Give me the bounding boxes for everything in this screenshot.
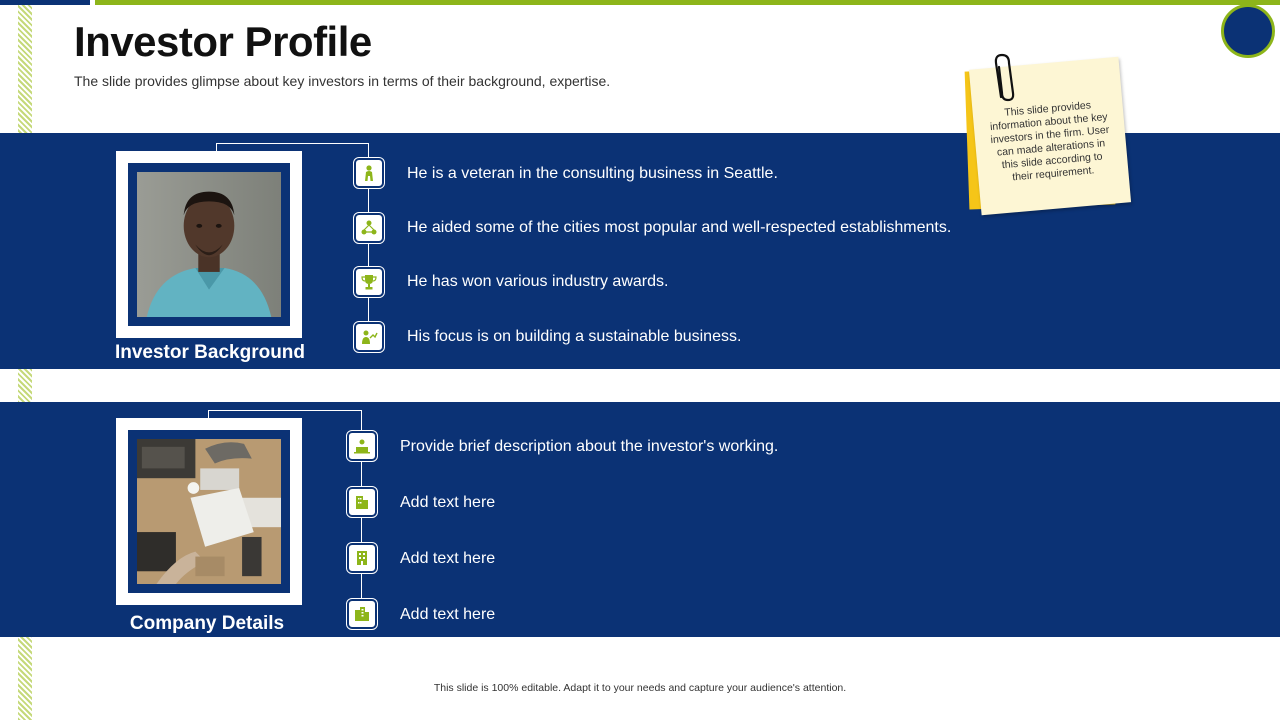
- company-point-3: Add text here: [400, 550, 496, 567]
- top-accent-bar-green: [95, 0, 1280, 5]
- growth-icon: [354, 322, 384, 352]
- top-accent-bar-navy: [0, 0, 90, 5]
- investor-point-1: He is a veteran in the consulting business in Seattle.: [407, 165, 778, 182]
- office-desk-photo: [137, 439, 281, 584]
- slide-subtitle: The slide provides glimpse about key investors in terms of their background, expertise.: [74, 73, 611, 89]
- investor-portrait-photo: [137, 172, 281, 317]
- trophy-icon: [354, 267, 384, 297]
- investor-background-caption: Investor Background: [114, 342, 306, 363]
- person-icon: [354, 158, 384, 188]
- building-icon: [347, 487, 377, 517]
- investor-point-3: He has won various industry awards.: [407, 273, 669, 290]
- skyscraper-icon: [347, 599, 377, 629]
- paperclip-icon: [992, 53, 1020, 103]
- connector-line: [208, 410, 362, 418]
- company-photo-frame: [116, 418, 302, 605]
- company-point-2: Add text here: [400, 494, 496, 511]
- network-icon: [354, 213, 384, 243]
- company-point-4: Add text here: [400, 606, 496, 623]
- company-point-1: Provide brief description about the investor's working.: [400, 438, 779, 455]
- sticky-note-text: This slide provides information about the key investors in the firm. User can made alterations in this slide according to their requirement.: [969, 57, 1131, 216]
- investor-photo-frame: [116, 151, 302, 338]
- investor-point-2: He aided some of the cities most popular and well-respected establishments.: [407, 219, 952, 236]
- slide-footer: This slide is 100% editable. Adapt it to your needs and capture your audience's attention.: [433, 682, 847, 694]
- worker-icon: [347, 431, 377, 461]
- connector-line: [216, 143, 369, 151]
- investor-point-4: His focus is on building a sustainable business.: [407, 328, 742, 345]
- slide-title: Investor Profile: [74, 18, 372, 65]
- corner-circle-decoration: [1221, 4, 1275, 58]
- office-icon: [347, 543, 377, 573]
- company-details-caption: Company Details: [129, 613, 285, 634]
